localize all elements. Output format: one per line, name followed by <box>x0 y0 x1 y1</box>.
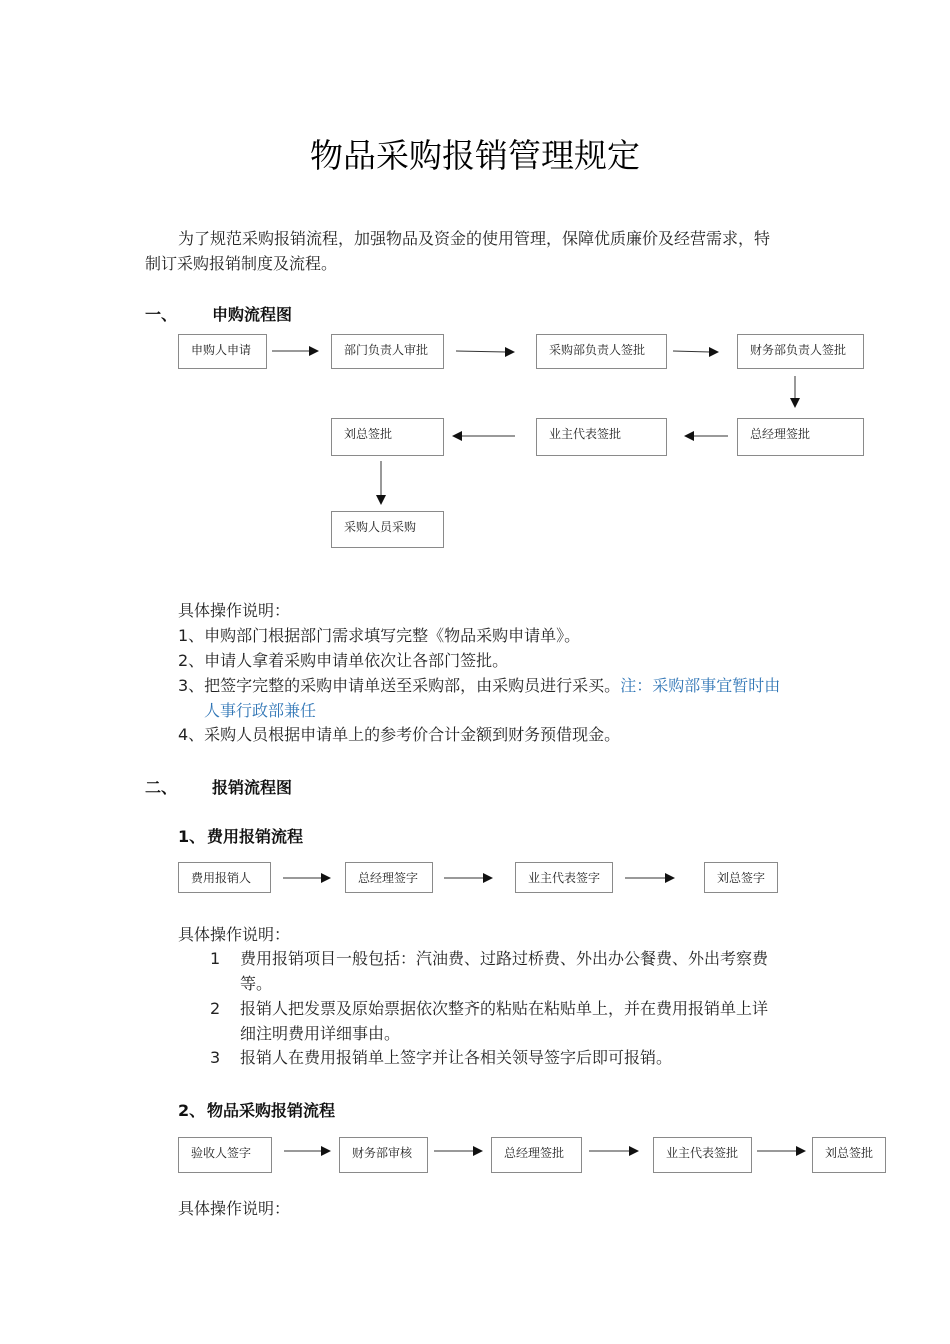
flow1-box-owner-rep: 业主代表签批 <box>536 418 667 456</box>
sub1-item-1-num: 1 <box>210 949 221 968</box>
flow2-box-claimant: 费用报销人 <box>178 862 271 893</box>
sub1-item-2-line2: 细注明费用详细事由。 <box>240 1024 401 1043</box>
flow1-box-liu: 刘总签批 <box>331 418 444 456</box>
flow1-box-purchaser: 采购人员采购 <box>331 511 444 548</box>
flow3-box-liu: 刘总签批 <box>812 1137 886 1173</box>
flow3-box-owner-rep: 业主代表签批 <box>653 1137 752 1173</box>
section1-item-4: 4、采购人员根据申请单上的参考价合计金额到财务预借现金。 <box>178 725 621 744</box>
flow2-box-liu-sign: 刘总签字 <box>704 862 778 893</box>
flow3-box-finance-review: 财务部审核 <box>339 1137 428 1173</box>
sub2-instructions-title: 具体操作说明： <box>178 1199 291 1218</box>
section1-title: 申购流程图 <box>212 305 293 324</box>
flow3-box-gm: 总经理签批 <box>491 1137 582 1173</box>
sub1-number: 1、 <box>178 827 206 846</box>
section1-item-3 <box>178 673 780 699</box>
sub1-item-2-num: 2 <box>210 999 221 1018</box>
flow1-box-dept-head: 部门负责人审批 <box>331 334 444 369</box>
flow1-box-gm: 总经理签批 <box>737 418 864 456</box>
section1-item-3-note: 注：采购部事宜暂时由 <box>620 676 781 695</box>
flow1-box-purchasing-head: 采购部负责人签批 <box>536 334 667 369</box>
sub1-item-2-line1: 报销人把发票及原始票据依次整齐的粘贴在粘贴单上，并在费用报销单上详 <box>240 999 769 1018</box>
flow2-box-gm-sign: 总经理签字 <box>345 862 433 893</box>
intro-line-2: 制订采购报销制度及流程。 <box>145 254 338 273</box>
section1-item-1: 1、申购部门根据部门需求填写完整《物品采购申请单》。 <box>178 626 581 645</box>
sub1-instructions-title: 具体操作说明： <box>178 925 291 944</box>
flow1-box-finance-head: 财务部负责人签批 <box>737 334 864 369</box>
section2-number: 二、 <box>145 778 178 797</box>
section1-item-3-text: 3、把签字完整的采购申请单送至采购部，由采购员进行采买。 <box>178 676 621 695</box>
flow3-box-inspector: 验收人签字 <box>178 1137 272 1173</box>
section1-number: 一、 <box>145 305 178 324</box>
flow1-box-applicant: 申购人申请 <box>178 334 267 369</box>
sub2-number: 2、 <box>178 1101 206 1120</box>
section2-title: 报销流程图 <box>212 778 293 797</box>
sub2-title: 物品采购报销流程 <box>207 1101 336 1120</box>
section1-item-2: 2、申请人拿着采购申请单依次让各部门签批。 <box>178 651 509 670</box>
section1-item-3-note-cont: 人事行政部兼任 <box>204 701 317 720</box>
document-title: 物品采购报销管理规定 <box>310 136 640 175</box>
sub1-item-1-line2: 等。 <box>240 974 273 993</box>
intro-line-1: 为了规范采购报销流程，加强物品及资金的使用管理，保障优质廉价及经营需求，特 <box>178 229 771 248</box>
section1-instructions-title: 具体操作说明： <box>178 601 291 620</box>
flow2-box-owner-sign: 业主代表签字 <box>515 862 613 893</box>
sub1-item-1-line1: 费用报销项目一般包括：汽油费、过路过桥费、外出办公餐费、外出考察费 <box>240 949 769 968</box>
sub1-item-3-line1: 报销人在费用报销单上签字并让各相关领导签字后即可报销。 <box>240 1048 673 1067</box>
sub1-title: 费用报销流程 <box>207 827 304 846</box>
sub1-item-3-num: 3 <box>210 1048 221 1067</box>
